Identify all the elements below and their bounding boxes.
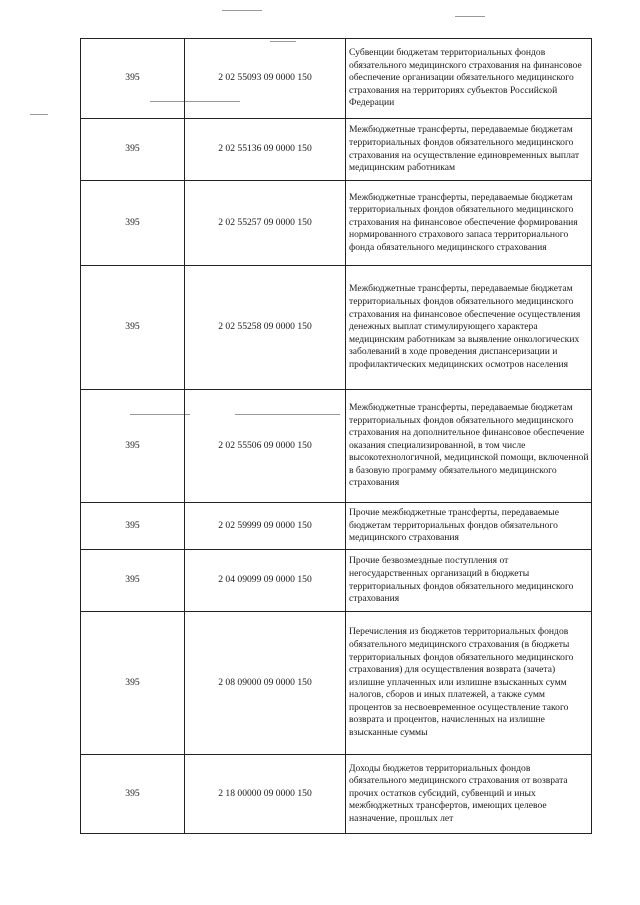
table-row	[81, 181, 592, 266]
scan-speck	[30, 114, 48, 115]
income-name-cell	[346, 390, 592, 503]
admin-code-cell: 395	[81, 612, 185, 755]
budget-code-cell: 2 08 09000 09 0000 150	[185, 612, 346, 755]
admin-code-cell: 395	[81, 755, 185, 834]
income-name-text: Перечисления из бюджетов территориальных фондов обязательного медицинского страхования (в бюджеты территориальных фондов обязательного медицинского страхования) для осуществления возврата (зачета) излишне уплаченных или излишне взысканных сумм налогов, сборов и иных платежей, а также сумм процентов за несвоевременное осуществление такого возврата и процентов, начисленных на излишне взысканные суммы	[349, 626, 574, 739]
table-row	[81, 390, 592, 503]
income-name-text: Доходы бюджетов территориальных фондов обязательного медицинского страхования от возврата прочих остатков субсидий, субвенций и иных межбюджетных трансфертов, имеющих целевое назначение, прошлых лет	[349, 762, 568, 824]
income-name-text: Прочие безвозмездные поступления от негосударственных организаций в бюджеты территориальных фондов обязательного медицинского страхования	[349, 555, 574, 605]
budget-codes-table	[80, 38, 592, 834]
table-row	[81, 39, 592, 119]
budget-code-cell: 2 18 00000 09 0000 150	[185, 755, 346, 834]
income-name-text: Межбюджетные трансферты, передаваемые бюджетам территориальных фондов обязательного медицинского страхования на финансовое обеспечение осуществления денежных выплат стимулирующего характера медицинским работникам за выявление онкологических заболеваний в ходе проведения диспансеризации и профилактических медицинских осмотров населения	[349, 283, 581, 370]
table-row	[81, 503, 592, 550]
income-name-cell	[346, 755, 592, 834]
admin-code-cell: 395	[81, 266, 185, 390]
budget-code-cell: 2 02 55257 09 0000 150	[185, 181, 346, 266]
budget-code-cell: 2 02 55093 09 0000 150	[185, 39, 346, 119]
table-row	[81, 550, 592, 612]
income-name-cell	[346, 181, 592, 266]
income-name-text: Прочие межбюджетные трансферты, передаваемые бюджетам территориальных фондов обязательного медицинского страхования	[349, 507, 559, 544]
income-name-text: Межбюджетные трансферты, передаваемые бюджетам территориальных фондов обязательного медицинского страхования на финансовое обеспечение формирования нормированного страхового запаса территориального фонда обязательного медицинского страхования	[349, 191, 578, 253]
budget-code-cell: 2 02 55136 09 0000 150	[185, 119, 346, 181]
budget-code-cell: 2 02 59999 09 0000 150	[185, 503, 346, 550]
table-row	[81, 755, 592, 834]
table-row	[81, 119, 592, 181]
scan-speck	[455, 16, 485, 17]
income-name-text: Межбюджетные трансферты, передаваемые бюджетам территориальных фондов обязательного медицинского страхования на дополнительное финансовое обеспечение оказания специализированной, в том числе высокотехнологичной, медицинской помощи, включенной в базовую программу обязательного медицинского страхования	[349, 401, 589, 489]
admin-code-cell: 395	[81, 119, 185, 181]
admin-code-cell: 395	[81, 550, 185, 612]
table-row	[81, 612, 592, 755]
scan-speck	[222, 10, 262, 11]
budget-code-cell: 2 04 09099 09 0000 150	[185, 550, 346, 612]
income-name-cell	[346, 119, 592, 181]
budget-code-cell: 2 02 55506 09 0000 150	[185, 390, 346, 503]
income-name-cell	[346, 503, 592, 550]
income-name-cell	[346, 39, 592, 119]
income-name-cell	[346, 612, 592, 755]
budget-code-cell: 2 02 55258 09 0000 150	[185, 266, 346, 390]
income-name-text: Субвенции бюджетам территориальных фондов обязательного медицинского страхования на финансовое обеспечение организации обязательного медицинского страхования на территориях субъектов Российской Федерации	[349, 47, 582, 109]
admin-code-cell: 395	[81, 181, 185, 266]
income-name-cell	[346, 266, 592, 390]
admin-code-cell: 395	[81, 39, 185, 119]
admin-code-cell: 395	[81, 390, 185, 503]
admin-code-cell: 395	[81, 503, 185, 550]
income-name-cell	[346, 550, 592, 612]
table-row	[81, 266, 592, 390]
income-name-text: Межбюджетные трансферты, передаваемые бюджетам территориальных фондов обязательного медицинского страхования на осуществление единовременных выплат медицинским работникам	[349, 124, 580, 174]
